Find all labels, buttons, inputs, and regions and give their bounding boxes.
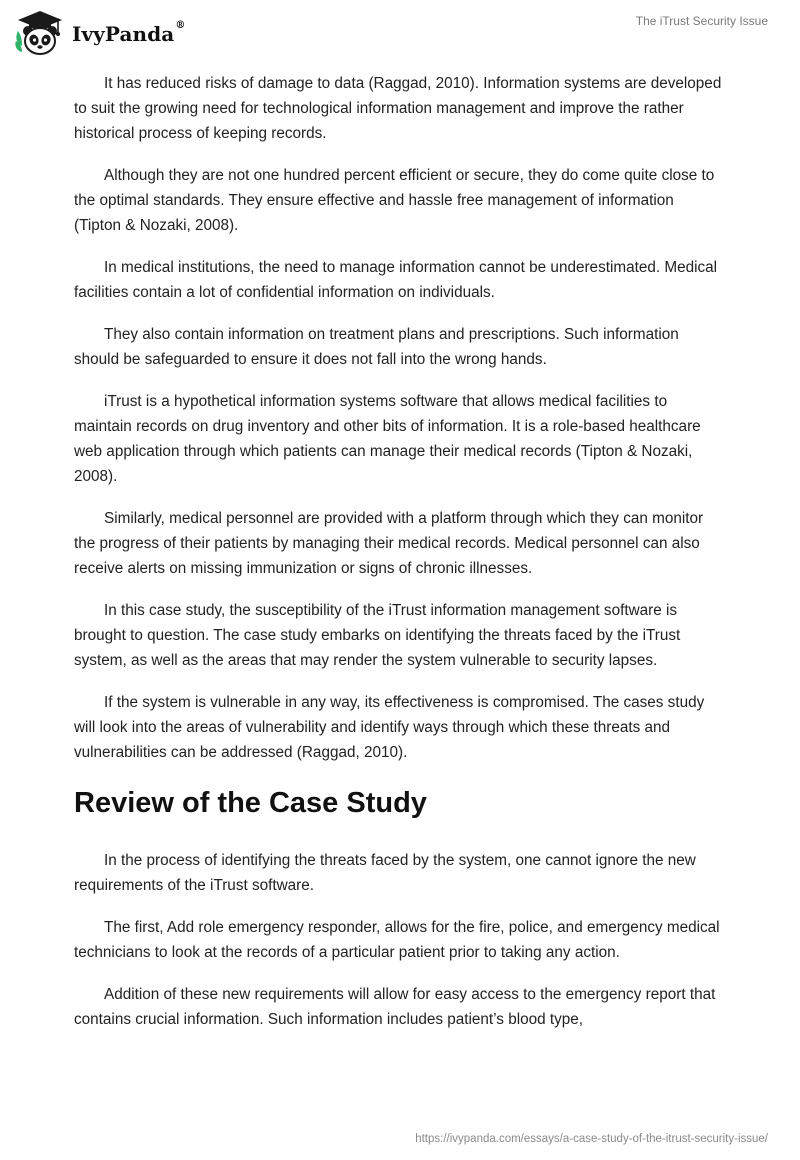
registered-mark: ® [175,20,186,31]
document-title: The iTrust Security Issue [635,14,768,28]
paragraph: Similarly, medical personnel are provided with a platform through which they can monitor the progress of their patients by managing their medical records. Medical personnel can also receive alerts on missing immunization or signs of chronic illnesses. [74,510,704,577]
paragraph: In medical institutions, the need to manage information cannot be underestimated. Medical facilities contain a lot of confidential information on individuals. [74,259,718,301]
paragraph: Addition of these new requirements will allow for easy access to the emergency report that contains crucial information. Such information includes patient’s blood type, [74,986,716,1028]
paragraph: iTrust is a hypothetical information systems software that allows medical facilities to maintain records on drug inventory and other bits of information. It is a role-based healthcare web application through which patients can manage their medical records (Tipton & Nozaki, 2008). [74,393,701,485]
paragraph: In this case study, the susceptibility of the iTrust information management software is brought to question. The case study embarks on identifying the threats faced by the iTrust system, as well as the areas that may render the system vulnerable to security lapses. [74,602,681,669]
paragraph: The first, Add role emergency responder, allows for the fire, police, and emergency medical technicians to look at the records of a particular patient prior to taking any action. [74,919,720,961]
paragraph: They also contain information on treatment plans and prescriptions. Such information should be safeguarded to ensure it does not fall into the wrong hands. [74,326,679,368]
ivypanda-logo[interactable] [14,9,185,57]
panda-graduate-icon [14,9,66,57]
page-header [0,0,800,64]
source-url[interactable]: https://ivypanda.com/essays/a-case-study-of-the-itrust-security-issue/ [415,1133,768,1145]
brand-name: IvyPanda® [72,20,186,46]
paragraph: Although they are not one hundred percent efficient or secure, they do come quite close to the optimal standards. They ensure effective and hassle free management of information (Tipton & Nozaki, 2008). [74,167,715,234]
paragraph: It has reduced risks of damage to data (Raggad, 2010). Information systems are developed to suit the growing need for technological information management and improve the rather historical process of keeping records. [74,75,722,142]
paragraph: In the process of identifying the threats faced by the system, one cannot ignore the new requirements of the iTrust software. [74,852,696,894]
paragraph: If the system is vulnerable in any way, its effectiveness is compromised. The cases study will look into the areas of vulnerability and identify ways through which these threats and vulnerabilities can be addressed (Raggad, 2010). [74,694,705,761]
essay-body [74,71,724,1049]
section-heading: Review of the Case Study [74,787,427,819]
